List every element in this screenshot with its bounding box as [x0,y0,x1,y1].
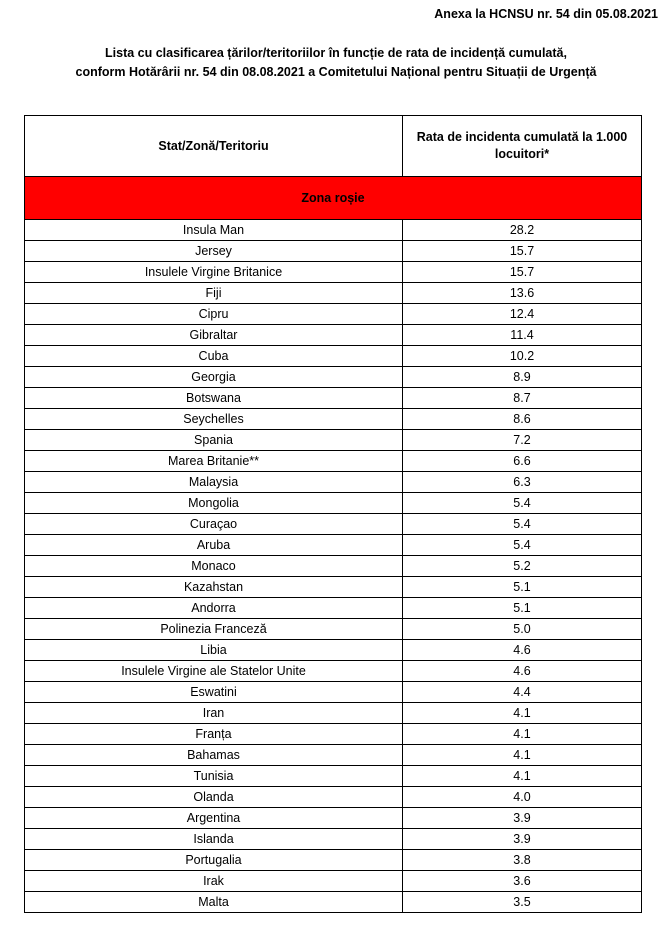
table-row [25,388,642,409]
rate-cell: 3.8 [403,850,642,871]
rate-cell: 4.6 [403,661,642,682]
country-cell: Mongolia [25,493,403,514]
rate-cell: 8.9 [403,367,642,388]
table-row [25,577,642,598]
country-cell: Tunisia [25,766,403,787]
table-row [25,766,642,787]
country-cell: Marea Britanie** [25,451,403,472]
rate-cell: 11.4 [403,325,642,346]
table-row [25,745,642,766]
country-cell: Franța [25,724,403,745]
country-cell: Botswana [25,388,403,409]
table-row [25,871,642,892]
country-cell: Malaysia [25,472,403,493]
country-cell: Aruba [25,535,403,556]
rate-cell: 5.1 [403,598,642,619]
rate-column-header: Rata de incidenta cumulată la 1.000 locuitori* [403,116,642,177]
rate-cell: 7.2 [403,430,642,451]
table-row [25,262,642,283]
rate-cell: 15.7 [403,241,642,262]
country-cell: Polinezia Franceză [25,619,403,640]
table-row [25,556,642,577]
annex-reference: Anexa la HCNSU nr. 54 din 05.08.2021 [434,7,658,21]
rate-cell: 10.2 [403,346,642,367]
country-cell: Bahamas [25,745,403,766]
country-cell: Fiji [25,283,403,304]
table-row [25,724,642,745]
title-line-1: Lista cu clasificarea țărilor/teritoriilor în funcție de rata de incidență cumulată, [105,46,567,60]
rate-cell: 5.1 [403,577,642,598]
rate-cell: 5.2 [403,556,642,577]
country-cell: Gibraltar [25,325,403,346]
rate-cell: 4.6 [403,640,642,661]
country-cell: Irak [25,871,403,892]
rate-cell: 4.0 [403,787,642,808]
rate-cell: 15.7 [403,262,642,283]
rate-cell: 5.4 [403,514,642,535]
country-cell: Kazahstan [25,577,403,598]
rate-cell: 12.4 [403,304,642,325]
document-title [0,44,672,82]
country-cell: Libia [25,640,403,661]
table-row [25,619,642,640]
country-cell: Curaçao [25,514,403,535]
table-row [25,640,642,661]
country-cell: Jersey [25,241,403,262]
country-cell: Spania [25,430,403,451]
rate-cell: 3.5 [403,892,642,913]
table-row [25,787,642,808]
country-cell: Iran [25,703,403,724]
country-cell: Malta [25,892,403,913]
rate-cell: 8.7 [403,388,642,409]
table-header-row [25,116,642,177]
table-row [25,850,642,871]
rate-cell: 5.4 [403,535,642,556]
zone-row [25,177,642,220]
table-row [25,829,642,850]
rate-cell: 3.6 [403,871,642,892]
rate-cell: 13.6 [403,283,642,304]
table-row [25,703,642,724]
table-row [25,808,642,829]
country-cell: Cuba [25,346,403,367]
table-row [25,682,642,703]
country-cell: Monaco [25,556,403,577]
table-row [25,409,642,430]
rate-cell: 4.1 [403,724,642,745]
country-cell: Insulele Virgine ale Statelor Unite [25,661,403,682]
rate-cell: 8.6 [403,409,642,430]
table-row [25,325,642,346]
table-row [25,493,642,514]
table-row [25,451,642,472]
table-row [25,283,642,304]
country-column-header: Stat/Zonă/Teritoriu [25,116,403,177]
country-cell: Georgia [25,367,403,388]
rate-cell: 3.9 [403,808,642,829]
country-cell: Insula Man [25,220,403,241]
country-cell: Andorra [25,598,403,619]
rate-cell: 4.1 [403,745,642,766]
rate-cell: 4.1 [403,703,642,724]
country-cell: Seychelles [25,409,403,430]
table-row [25,367,642,388]
rate-cell: 4.4 [403,682,642,703]
table-row [25,430,642,451]
country-cell: Portugalia [25,850,403,871]
table-row [25,598,642,619]
country-cell: Olanda [25,787,403,808]
country-cell: Argentina [25,808,403,829]
incidence-rate-table [24,115,642,913]
rate-cell: 5.0 [403,619,642,640]
rate-cell: 28.2 [403,220,642,241]
country-cell: Cipru [25,304,403,325]
table-row [25,472,642,493]
table-row [25,661,642,682]
table-row [25,304,642,325]
rate-cell: 5.4 [403,493,642,514]
table-row [25,535,642,556]
table-row [25,346,642,367]
table-row [25,514,642,535]
country-cell: Insulele Virgine Britanice [25,262,403,283]
country-cell: Eswatini [25,682,403,703]
country-cell: Islanda [25,829,403,850]
title-line-2: conform Hotărârii nr. 54 din 08.08.2021 a Comitetului Național pentru Situații de Urgență [75,65,597,79]
rate-cell: 3.9 [403,829,642,850]
table-row [25,892,642,913]
rate-cell: 6.3 [403,472,642,493]
rate-cell: 6.6 [403,451,642,472]
rate-cell: 4.1 [403,766,642,787]
table-row [25,220,642,241]
zone-label: Zona roșie [25,177,642,220]
table-row [25,241,642,262]
